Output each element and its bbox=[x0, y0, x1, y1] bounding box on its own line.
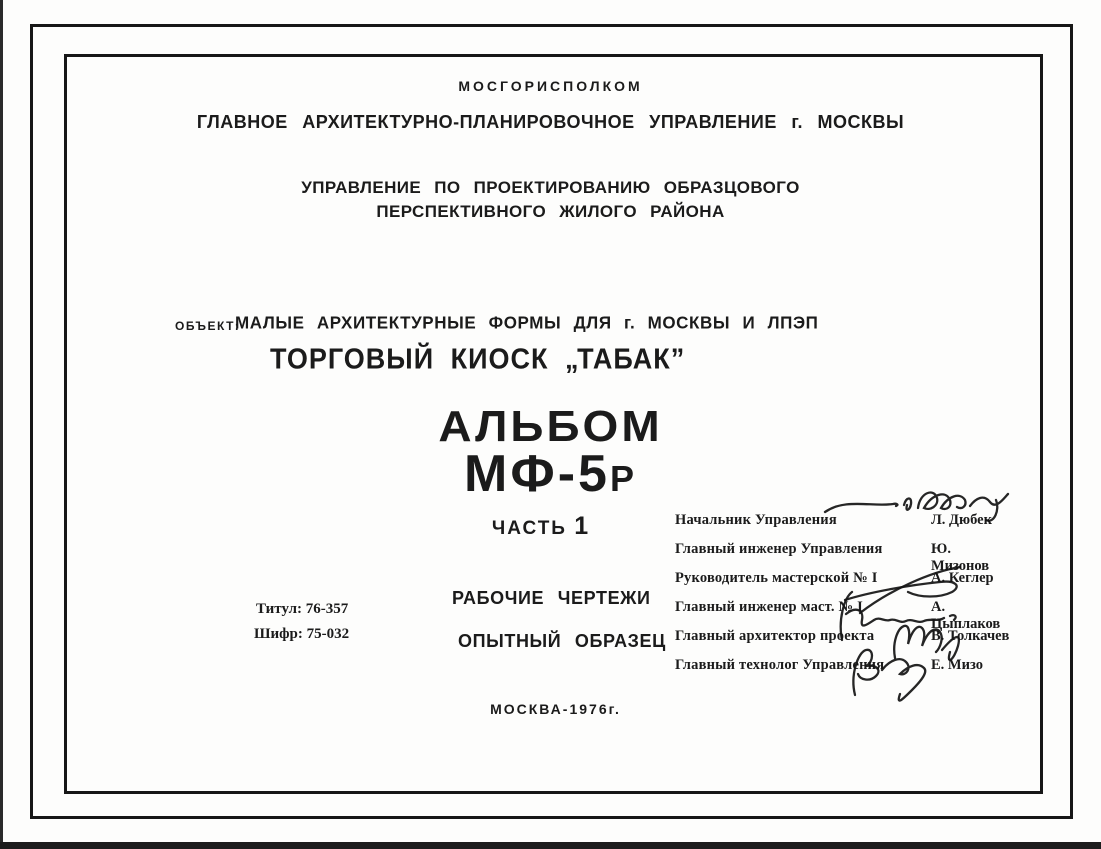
signature-row bbox=[675, 512, 1010, 541]
scan-bottom-bar bbox=[0, 842, 1101, 849]
signature-name: Е. Мизо bbox=[931, 657, 983, 673]
signature-title: Руководитель мастерской № I bbox=[675, 570, 878, 586]
city-year-line: МОСКВА-1976г. bbox=[490, 701, 621, 717]
signature-row bbox=[675, 628, 1010, 657]
signature-block bbox=[675, 512, 1010, 686]
part-label: ЧАСТЬ bbox=[491, 518, 567, 539]
part-number: 1 bbox=[574, 512, 589, 540]
signature-name: Л. Дюбек bbox=[931, 512, 992, 528]
org-sub-line-1: УПРАВЛЕНИЕ ПО ПРОЕКТИРОВАНИЮ ОБРАЗЦОВОГО bbox=[301, 178, 800, 197]
titul-number: Титул: 76-357 bbox=[256, 601, 349, 617]
signature-name: А. Кеглер bbox=[931, 570, 994, 586]
org-top-line: МОСГОРИСПОЛКОМ bbox=[458, 78, 643, 94]
kiosk-title: ТОРГОВЫЙ КИОСК „ТАБАК” bbox=[270, 343, 686, 375]
signature-title: Начальник Управления bbox=[675, 512, 837, 528]
signature-name: В. Толкачев bbox=[931, 628, 1010, 644]
signature-row bbox=[675, 570, 1010, 599]
album-code bbox=[0, 444, 1101, 504]
object-label: ОБЪЕКТ: bbox=[175, 319, 241, 333]
object-value-line: МАЛЫЕ АРХИТЕКТУРНЫЕ ФОРМЫ ДЛЯ г. МОСКВЫ И ЛПЭП bbox=[235, 313, 819, 333]
signature-title: Главный инженер Управления bbox=[675, 541, 883, 557]
doc-type-line-2: ОПЫТНЫЙ ОБРАЗЕЦ bbox=[458, 630, 666, 651]
part-line bbox=[430, 512, 650, 541]
album-word: АЛЬБОМ bbox=[438, 401, 663, 451]
signature-row bbox=[675, 599, 1010, 632]
shifr-number: Шифр: 75-032 bbox=[254, 626, 350, 642]
signature-name: А. Цыплаков bbox=[931, 599, 1001, 632]
signature-title: Главный инженер маст. № I bbox=[675, 599, 863, 615]
signature-name: Ю. Мизонов bbox=[931, 541, 990, 574]
album-code-suffix: Р bbox=[609, 458, 637, 499]
org-sub-line-2: ПЕРСПЕКТИВНОГО ЖИЛОГО РАЙОНА bbox=[376, 202, 725, 221]
org-main-line: ГЛАВНОЕ АРХИТЕКТУРНО-ПЛАНИРОВОЧНОЕ УПРАВЛЕНИЕ г. МОСКВЫ bbox=[196, 111, 905, 133]
signature-row bbox=[675, 657, 1010, 686]
signature-title: Главный технолог Управления bbox=[675, 657, 885, 673]
signature-row bbox=[675, 541, 1010, 574]
signature-title: Главный архитектор проекта bbox=[675, 628, 875, 644]
doc-type-line-1: РАБОЧИЕ ЧЕРТЕЖИ bbox=[452, 587, 651, 608]
album-code-main: МФ-5 bbox=[464, 445, 610, 503]
